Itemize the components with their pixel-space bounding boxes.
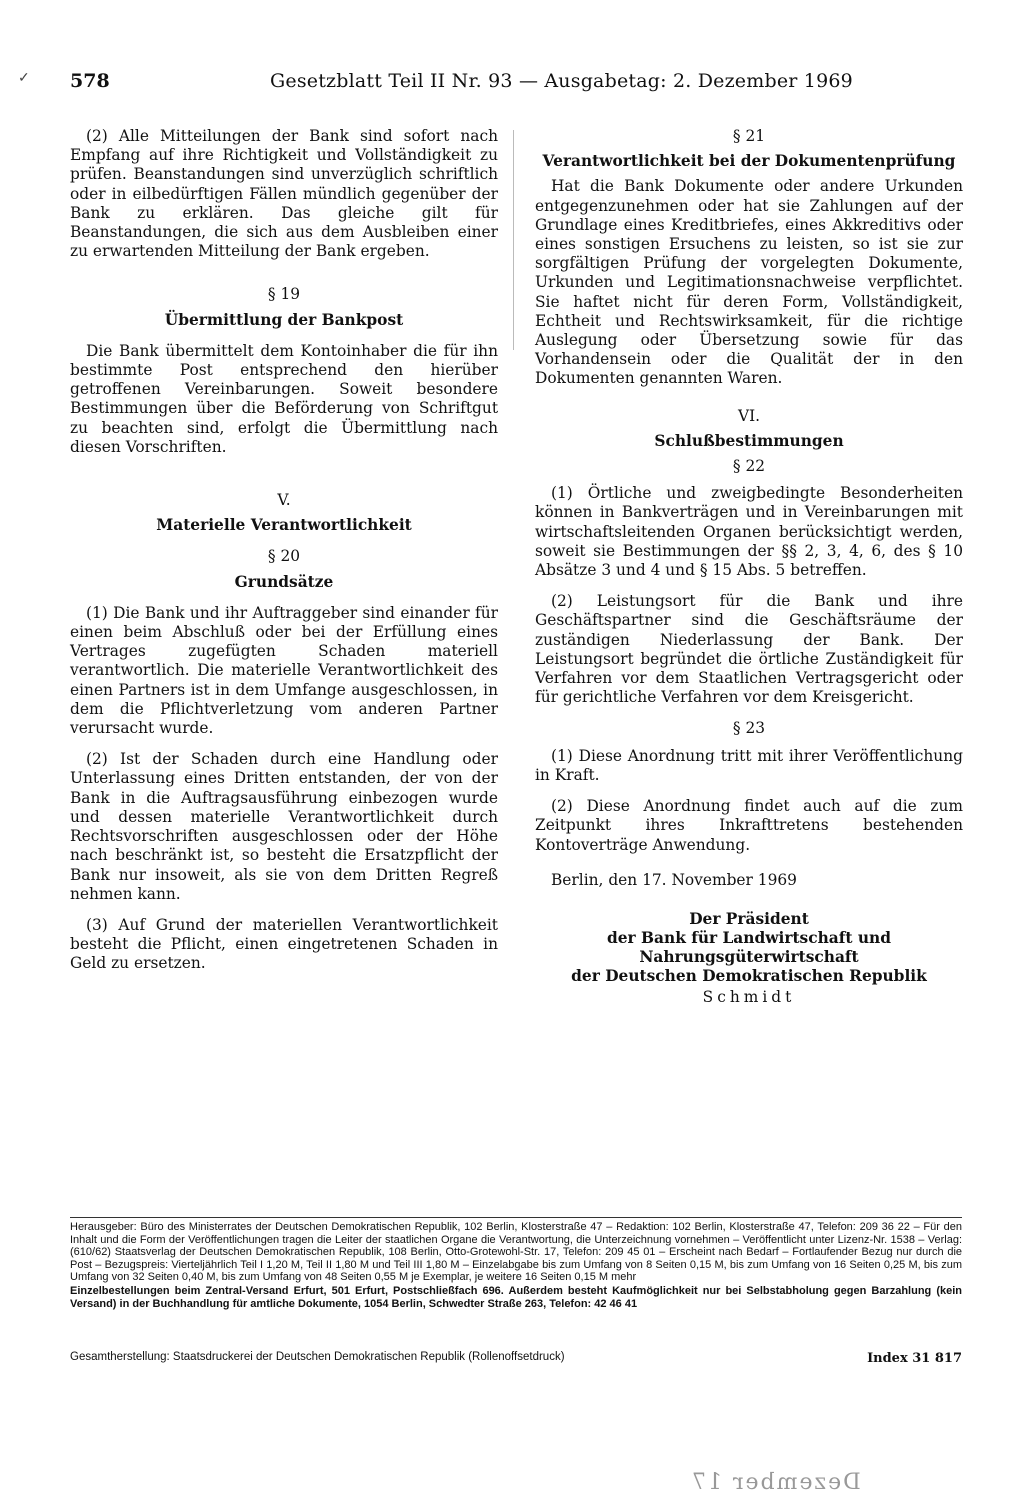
section-21-title: Verantwortlichkeit bei der Dokumentenprüfung — [542, 152, 956, 171]
section-23-number: § 23 — [732, 719, 766, 738]
footer-imprint: Herausgeber: Büro des Ministerrates der Deutschen Demokratischen Republik, 102 Berlin, Klosterstraße 47 – Redaktion: 102 Berlin, Klosterstraße 47, Telefon: 209 36 22 – Für den Inhalt und die Form der Veröffentlichungen tragen die Leiter der staatlichen Organe die Verantwortung, die Unterzeichnung vornehmen – Veröffentlicht unter Lizenz-Nr. 1538 – Verlag: (610/62) Staatsverlag der Deutschen Demokratischen Republik, 108 Berlin, Otto-Grotewohl-Str. 17, Telefon: 209 45 01 – Erscheint nach Bedarf – Fortlaufender Bezug nur durch die Post – Bezugspreis: Vierteljährlich Teil I 1,20 M, Teil II 1,80 M und Teil III 1,80 M – Einzelabgabe bis zum Umfang von 8 Seiten 0,15 M, bis zum Umfang von 16 Seiten 0,25 M, bis zum Umfang von 32 Seiten 0,40 M, bis zum Umfang von 48 Seiten 0,55 M je Exemplar, je weitere 16 Seiten 0,15 M mehr — [70, 1221, 962, 1284]
section-20-title: Grundsätze — [234, 572, 334, 591]
signature-line-2: der Bank für Landwirtschaft und — [607, 928, 891, 947]
part-6-title: Schlußbestimmungen — [654, 431, 844, 450]
signature-line-1: Der Präsident — [689, 909, 809, 928]
mirrored-stamp: Dezember 17 — [690, 1470, 861, 1495]
publication-title: Gesetzblatt Teil II Nr. 93 — Ausgabetag: 2. Dezember 1969 — [270, 70, 853, 92]
section-19-title: Übermittlung der Bankpost — [164, 310, 404, 329]
stray-mark: ✓ — [18, 70, 30, 86]
section-19-text: Die Bank übermittelt dem Kontoinhaber die für ihn bestimmte Post entsprechend den hierüber getroffenen Vereinbarungen. Soweit besondere Bestimmungen über die Beförderung von Schriftgut zu beachten sind, erfolgt die Übermittlung nach diesen Vorschriften. — [70, 341, 498, 456]
signatory-name: Schmidt — [702, 987, 796, 1006]
footer-bottom-line — [70, 1351, 962, 1366]
footer-index: Index 31 817 — [867, 1351, 962, 1366]
section-22-para-1: (1) Örtliche und zweigbedingte Besonderheiten können in Bankverträgen und in Vereinbarungen mit wirtschaftsleitenden Organen berücksichtigt werden, soweit sie Bestimmungen der §§ 2, 3, 4, 6, des § 10 Absätze 3 und 4 und § 15 Abs. 5 betreffen. — [535, 484, 963, 580]
section-20-para-3: (3) Auf Grund der materiellen Verantwortlichkeit besteht die Pflicht, einen eingetretenen Schaden in Geld zu ersetzen. — [70, 915, 498, 973]
part-5-number: V. — [277, 491, 291, 510]
part-5-title: Materielle Verantwortlichkeit — [156, 516, 412, 535]
section-21-text: Hat die Bank Dokumente oder andere Urkunden entgegenzunehmen oder hat sie Zahlungen auf der Grundlage eines Kreditbriefes, eines Akkreditivs oder eines sonstigen Ersuchens zu leisten, so ist sie zur sorgfältigen Prüfung der vorgelegten Dokumente, Urkunden und Legitimationsnachweise verpflichtet. Sie haftet nicht für deren Form, Vollständigkeit, Echtheit und Rechtswirksamkeit, für die richtige Auslegung oder Übersetzung sowie für das Vorhandensein oder die Qualität der in den Dokumenten genannten Waren. — [535, 177, 963, 388]
paragraph-18-2: (2) Alle Mitteilungen der Bank sind sofort nach Empfang auf ihre Richtigkeit und Vollständigkeit zu prüfen. Beanstandungen sind unverzüglich schriftlich oder in eilbedürftigen Fällen mündlich gegenüber der Bank zu erklären. Das gleiche gilt für Beanstandungen, die sich aus dem Ausbleiben einer zu erwartenden Mitteilung der Bank ergeben. — [70, 127, 498, 261]
signature-line-3: Nahrungsgüterwirtschaft — [639, 947, 859, 966]
section-20-para-2: (2) Ist der Schaden durch eine Handlung oder Unterlassung eines Dritten entstanden, der von der Bank in die Auftragsausführung einbezogen wurde und dessen materielle Verantwortlichkeit durch Rechtsvorschriften ausgeschlossen oder der Höhe nach beschränkt ist, so besteht die Ersatzpflicht der Bank nur insoweit, als sie von dem Dritten Regreß nehmen kann. — [70, 750, 498, 903]
section-23-para-1: (1) Diese Anordnung tritt mit ihrer Veröffentlichung in Kraft. — [535, 746, 963, 784]
page-number: 578 — [70, 70, 110, 92]
section-22-number: § 22 — [732, 457, 766, 476]
footer-rule — [70, 1217, 962, 1218]
section-20-para-1: (1) Die Bank und ihr Auftraggeber sind einander für einen beim Abschluß oder bei der Erfüllung eines Vertrages zugefügten Schaden materiell verantwortlich. Die materielle Verantwortlichkeit des einen Partners ist in dem Umfange ausgeschlossen, in dem die Pflichtverletzung vom anderen Partner verursacht wurde. — [70, 603, 498, 738]
column-divider — [513, 130, 514, 350]
section-21-number: § 21 — [732, 127, 766, 145]
page-header — [70, 70, 970, 92]
section-22-para-2: (2) Leistungsort für die Bank und ihre Geschäftspartner sind die Geschäftsräume der zuständigen Niederlassung der Bank. Der Leistungsort begründet die örtliche Zuständigkeit für Verfahren vor dem Staatlichen Vertragsgericht oder für gerichtliche Verfahren vor dem Kreisgericht. — [535, 592, 963, 707]
footer-imprint-block — [70, 1221, 962, 1310]
footer-orders: Einzelbestellungen beim Zentral-Versand Erfurt, 501 Erfurt, Postschließfach 696. Außerdem besteht Kaufmöglichkeit nur bei Selbstabholung gegen Barzahlung (kein Versand) in der Buchhandlung für amtliche Dokumente, 1054 Berlin, Schwedter Straße 263, Telefon: 42 46 41 — [70, 1284, 962, 1310]
place-and-date: Berlin, den 17. November 1969 — [551, 870, 797, 889]
section-20-number: § 20 — [267, 547, 301, 566]
left-column — [70, 127, 498, 986]
section-23-para-2: (2) Diese Anordnung findet auch auf die zum Zeitpunkt ihres Inkrafttretens bestehenden Kontoverträge Anwendung. — [535, 797, 963, 854]
footer-printer: Gesamtherstellung: Staatsdruckerei der Deutschen Demokratischen Republik (Rollenoffsetdruck) — [70, 1351, 565, 1363]
section-19-number: § 19 — [267, 285, 301, 304]
right-column — [535, 127, 963, 1007]
signature-line-4: der Deutschen Demokratischen Republik — [571, 966, 927, 985]
part-6-number: VI. — [737, 406, 761, 425]
